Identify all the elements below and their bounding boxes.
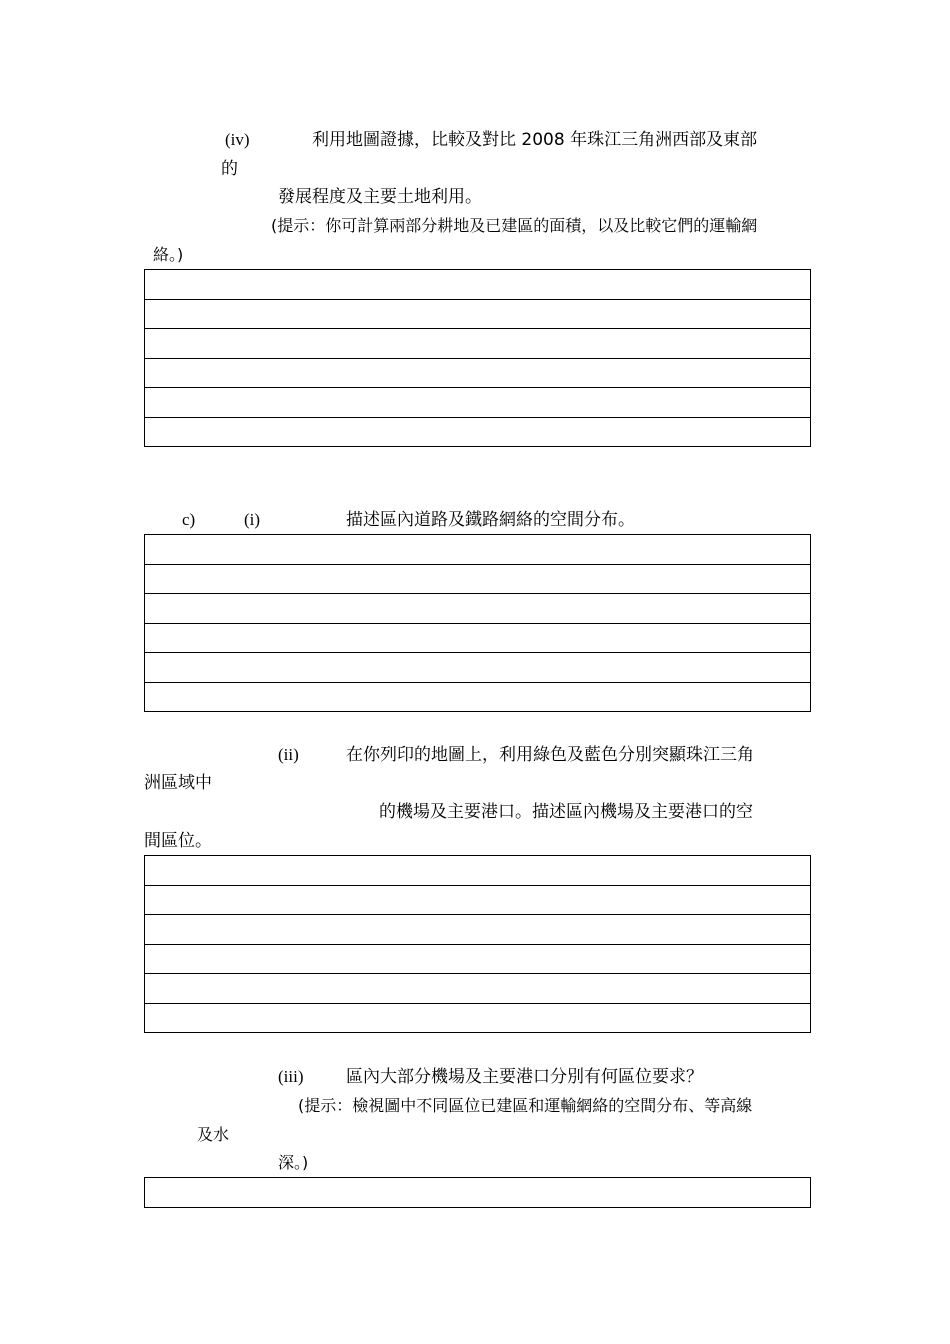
question-iii-hint: (提示：檢視圖中不同區位已建區和運輸網絡的空間分布、等高線 [298,1096,753,1115]
question-ii-line1: 在你列印的地圖上，利用綠色及藍色分別突顯珠江三角 [346,745,754,765]
question-iii-text: 區內大部分機場及主要港口分別有何區位要求？ [346,1067,703,1087]
answer-line[interactable] [145,856,810,886]
question-number-i: (i) [244,510,261,529]
question-letter-c: c) [182,510,196,529]
answer-line[interactable] [145,270,810,300]
answer-line[interactable] [145,1178,810,1208]
answer-line[interactable] [145,300,810,330]
answer-line[interactable] [145,329,810,359]
question-ii-line1-wrap: 洲區域中 [144,773,212,793]
answer-line[interactable] [145,945,810,975]
answer-box-ii[interactable] [144,855,811,1033]
answer-line[interactable] [145,653,810,683]
answer-line[interactable] [145,418,810,448]
question-c-i-text: 描述區內道路及鐵路網絡的空間分布。 [346,510,635,530]
question-iv-line1: 利用地圖證據，比較及對比 2008 年珠江三角洲西部及東部 [312,130,758,150]
question-ii-line2: 的機場及主要港口。描述區內機場及主要港口的空 [379,802,753,822]
answer-line[interactable] [145,624,810,654]
answer-line[interactable] [145,1004,810,1034]
answer-line[interactable] [145,594,810,624]
question-ii-line2-wrap: 間區位。 [144,831,212,851]
answer-box-iii[interactable] [144,1177,811,1208]
question-iv-line2: 發展程度及主要土地利用。 [278,187,482,207]
question-number-iii: (iii) [278,1067,304,1086]
answer-line[interactable] [145,886,810,916]
answer-line[interactable] [145,535,810,565]
question-iv-line1-wrap: 的 [221,159,238,179]
question-number-ii: (ii) [278,745,299,764]
answer-line[interactable] [145,565,810,595]
answer-box-iv[interactable] [144,269,811,447]
question-number-iv: (iv) [225,130,250,149]
question-iii-hint2: 深。) [278,1153,309,1172]
answer-line[interactable] [145,974,810,1004]
question-iv-hint: (提示：你可計算兩部分耕地及已建區的面積，以及比較它們的運輸網 [271,216,758,235]
question-iii-hint-wrap: 及水 [197,1125,230,1144]
answer-box-c-i[interactable] [144,534,811,712]
answer-line[interactable] [145,388,810,418]
question-iv-hint-wrap: 絡。) [153,245,184,264]
answer-line[interactable] [145,915,810,945]
answer-line[interactable] [145,359,810,389]
answer-line[interactable] [145,683,810,713]
